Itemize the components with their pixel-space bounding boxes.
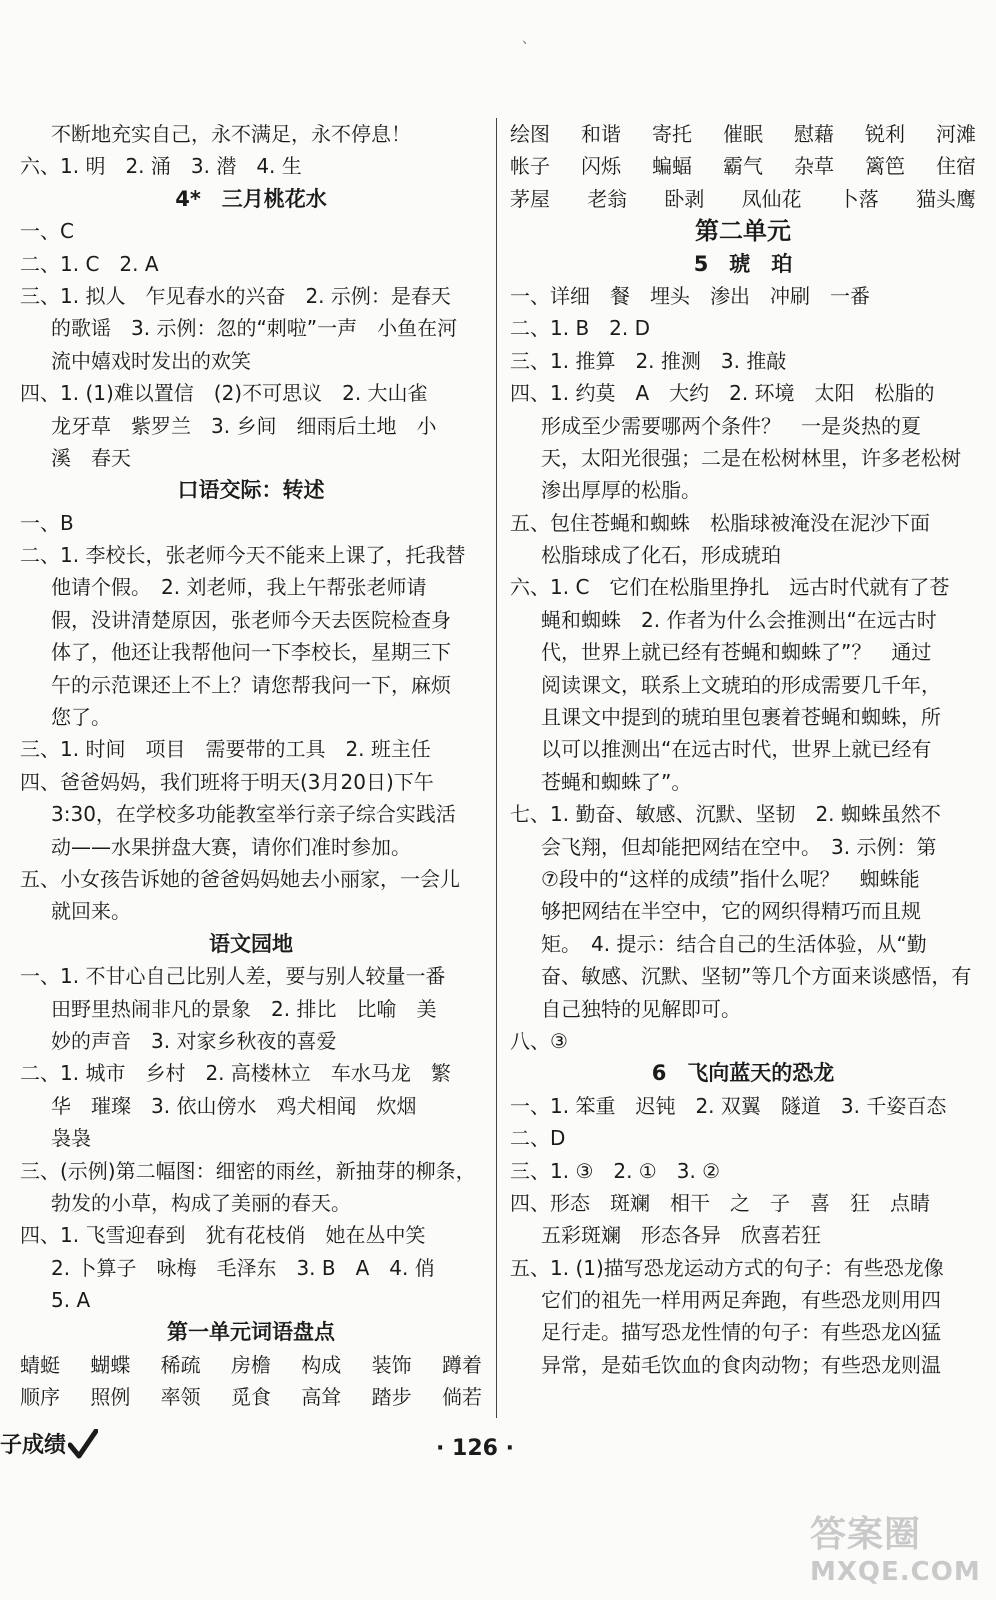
- section-heading: 6 飞向蓝天的恐龙: [651, 1061, 835, 1086]
- vocab-word: 猫头鹰: [915, 186, 976, 211]
- left-column: [20, 118, 482, 1414]
- vocab-word: 觅食: [230, 1385, 271, 1410]
- answer-line: 二、1. C 2. A: [20, 251, 159, 276]
- vocab-word: 照例: [90, 1385, 131, 1410]
- vocab-word: 房檐: [230, 1352, 271, 1377]
- brand-text: 子成绩: [0, 1433, 67, 1458]
- vocab-word: 老翁: [587, 186, 628, 211]
- answer-line: 四、1. (1)难以置信 (2)不可思议 2. 大山雀: [20, 381, 428, 406]
- answer-line: 矩。 4. 提示：结合自己的生活体验，从“勤: [541, 931, 927, 956]
- answer-line: 一、1. 不甘心自己比别人差，要与别人较量一番: [20, 964, 446, 989]
- answer-line: 三、1. 时间 项目 需要带的工具 2. 班主任: [20, 737, 431, 762]
- answer-line: 五、包住苍蝇和蜘蛛 松脂球被淹没在泥沙下面: [510, 510, 930, 535]
- vocab-word: 寄托: [652, 122, 692, 146]
- answer-line: 2. 卜算子 咏梅 毛泽东 3. B A 4. 俏: [51, 1255, 435, 1280]
- section-heading: 语文园地: [209, 931, 293, 956]
- vocab-word: 倘若: [441, 1385, 482, 1410]
- answer-line: 它们的祖先一样用两足奔跑，有些恐龙则用四: [541, 1288, 941, 1313]
- page-number: · 126 ·: [436, 1436, 514, 1461]
- section-heading: 4* 三月桃花水: [175, 186, 327, 211]
- answer-line: 一、B: [20, 510, 74, 535]
- vocab-word: 顺序: [20, 1385, 60, 1410]
- right-column: [510, 118, 976, 1381]
- vocab-word: 率领: [160, 1385, 201, 1410]
- answer-line: 蝇和蜘蛛 2. 作者为什么会推测出“在远古时: [541, 607, 937, 632]
- vocab-word: 帐子: [510, 154, 550, 179]
- answer-line: 自己独特的见解即可。: [541, 996, 741, 1021]
- answer-line: 五、小女孩告诉她的爸爸妈妈她去小丽家，一会儿: [20, 866, 460, 891]
- answer-line: 5. A: [51, 1288, 91, 1313]
- answer-line: 田野里热闹非凡的景象 2. 排比 比喻 美: [51, 996, 437, 1021]
- answer-line: 四、形态 斑斓 相干 之 子 喜 狂 点睛: [510, 1190, 930, 1215]
- answer-line: 就回来。: [51, 899, 131, 924]
- watermark-logo: [810, 1506, 981, 1587]
- vocab-word: 茅屋: [510, 186, 550, 211]
- answer-line: 奋、敏感、沉默、坚韧”等几个方面来谈感悟，有: [541, 964, 972, 989]
- answer-line: 八、③: [510, 1028, 568, 1053]
- answer-line: 七、1. 勤奋、敏感、沉默、坚韧 2. 蜘蛛虽然不: [510, 802, 941, 827]
- answer-line: 以可以推测出“在远古时代，世界上就已经有: [541, 737, 932, 762]
- top-mark: 、: [522, 31, 536, 47]
- vocab-word: 住宿: [936, 154, 976, 179]
- answer-line: 龙牙草 紫罗兰 3. 乡间 细雨后土地 小: [51, 413, 437, 438]
- answer-line: 勃发的小草，构成了美丽的春天。: [51, 1190, 351, 1215]
- answer-line: 三、(示例)第二幅图：细密的雨丝，新抽芽的柳条，: [20, 1158, 476, 1183]
- answer-line: 异常，是茹毛饮血的食肉动物；有些恐龙则温: [541, 1352, 941, 1377]
- answer-line: 五、1. (1)描写恐龙运动方式的句子：有些恐龙像: [510, 1255, 944, 1280]
- answer-line: 华 璀璨 3. 依山傍水 鸡犬相闻 炊烟: [51, 1093, 417, 1118]
- answer-line: 的歌谣 3. 示例：忽的“刺啦”一声 小鱼在河: [51, 316, 458, 341]
- answer-line: 假，没讲清楚原因，张老师今天去医院检查身: [51, 607, 451, 632]
- answer-line: 妙的声音 3. 对家乡秋夜的喜爱: [51, 1028, 337, 1053]
- answer-line: 四、1. 飞雪迎春到 犹有花枝俏 她在丛中笑: [20, 1223, 426, 1248]
- column-divider: [496, 118, 497, 1418]
- vocab-word: 装饰: [371, 1352, 412, 1377]
- vocab-word: 霸气: [723, 154, 763, 179]
- answer-line: 苍蝇和蜘蛛了”。: [541, 769, 692, 794]
- watermark-cn: 答案圈: [810, 1514, 922, 1555]
- answer-line: 流中嬉戏时发出的欢笑: [51, 348, 251, 373]
- answer-line: 三、1. ③ 2. ① 3. ②: [510, 1158, 721, 1183]
- answer-line: 3:30，在学校多功能教室举行亲子综合实践活: [51, 802, 456, 827]
- answer-line: 溪 春天: [51, 445, 131, 470]
- section-heading: 5 琥 珀: [693, 251, 793, 276]
- brand-logo: [0, 1428, 98, 1459]
- word-list-row: [510, 183, 976, 215]
- answer-line: 松脂球成了化石，形成琥珀: [541, 543, 781, 568]
- answer-line: 且课文中提到的琥珀里包裹着苍蝇和蜘蛛，所: [541, 705, 941, 730]
- vocab-word: 闪烁: [581, 154, 621, 179]
- answer-line: 会飞翔，但却能把网结在空中。 3. 示例：第: [541, 834, 937, 859]
- answer-line: 动——水果拼盘大赛，请你们准时参加。: [51, 834, 411, 859]
- word-list-row: [510, 118, 976, 150]
- answer-line: 六、1. 明 2. 涌 3. 潜 4. 生: [20, 154, 302, 179]
- section-heading: 口语交际：转述: [177, 478, 325, 503]
- answer-line: 五彩斑斓 形态各异 欣喜若狂: [541, 1223, 821, 1248]
- answer-line: 一、C: [20, 219, 74, 244]
- answer-line: 四、爸爸妈妈，我们班将于明天(3月20日)下午: [20, 769, 434, 794]
- vocab-word: 蝴蝶: [90, 1352, 131, 1377]
- answer-line: 午的示范课还上不上？请您帮我问一下，麻烦: [51, 672, 451, 697]
- answer-line: 代，世界上就已经有苍蝇和蜘蛛了”？ 通过: [541, 640, 932, 665]
- answer-line: 够把网结在半空中，它的网织得精巧而且规: [541, 899, 921, 924]
- vocab-word: 高耸: [301, 1385, 342, 1410]
- answer-line: 二、D: [510, 1126, 566, 1151]
- vocab-word: 凤仙花: [741, 186, 802, 211]
- answer-line: 一、1. 笨重 迟钝 2. 双翼 隧道 3. 千姿百态: [510, 1093, 947, 1118]
- watermark-en: MXQE.COM: [810, 1557, 981, 1587]
- vocab-word: 稀疏: [160, 1352, 201, 1377]
- answer-line: 二、1. 李校长，张老师今天不能来上课了，托我替: [20, 543, 466, 568]
- vocab-word: 蹲着: [441, 1352, 482, 1377]
- answer-line: 袅袅: [51, 1126, 91, 1151]
- word-list-row: [20, 1381, 482, 1413]
- vocab-word: 卜落: [838, 186, 879, 211]
- vocab-word: 卧剥: [664, 186, 705, 211]
- vocab-word: 和谐: [581, 122, 621, 146]
- answer-line: 三、1. 拟人 乍见春水的兴奋 2. 示例：是春天: [20, 283, 451, 308]
- vocab-word: 蝙蝠: [652, 154, 692, 179]
- vocab-word: 构成: [301, 1352, 342, 1377]
- vocab-word: 催眠: [723, 122, 763, 146]
- answer-line: 四、1. 约莫 A 大约 2. 环境 太阳 松脂的: [510, 381, 935, 406]
- section-heading: 第二单元: [695, 217, 791, 246]
- answer-line: 他请个假。 2. 刘老师，我上午帮张老师请: [51, 575, 427, 600]
- vocab-word: 杂草: [794, 154, 834, 179]
- answer-line: 形成至少需要哪两个条件？ 一是炎热的夏: [541, 413, 921, 438]
- checkmark-icon: [68, 1429, 98, 1459]
- answer-line: 二、1. B 2. D: [510, 316, 650, 341]
- vocab-word: 踏步: [371, 1385, 412, 1410]
- answer-line: 体了，他还让我帮他问一下李校长，星期三下: [51, 640, 451, 665]
- word-list-row: [510, 150, 976, 182]
- answer-line: 一、详细 餐 埋头 渗出 冲刷 一番: [510, 283, 870, 308]
- answer-line: 阅读课文，联系上文琥珀的形成需要几千年，: [541, 672, 941, 697]
- section-heading: 第一单元词语盘点: [167, 1320, 335, 1345]
- answer-line: 不断地充实自己，永不满足，永不停息！: [51, 122, 411, 146]
- vocab-word: 慰藉: [794, 122, 834, 146]
- answer-line: 六、1. C 它们在松脂里挣扎 远古时代就有了苍: [510, 575, 950, 600]
- answer-line: 渗出厚厚的松脂。: [541, 478, 701, 503]
- answer-line: 二、1. 城市 乡村 2. 高楼林立 车水马龙 繁: [20, 1061, 451, 1086]
- vocab-word: 锐利: [865, 122, 905, 146]
- vocab-word: 蜻蜓: [20, 1352, 60, 1377]
- vocab-word: 绘图: [510, 122, 550, 146]
- answer-line: 三、1. 推算 2. 推测 3. 推敲: [510, 348, 787, 373]
- answer-line: ⑦段中的“这样的成绩”指什么呢？ 蜘蛛能: [541, 866, 920, 891]
- answer-line: 天，太阳光很强；二是在松树林里，许多老松树: [541, 445, 961, 470]
- answer-line: 您了。: [51, 705, 111, 730]
- vocab-word: 河滩: [936, 122, 976, 146]
- answer-line: 足行走。描写恐龙性情的句子：有些恐龙凶猛: [541, 1320, 941, 1345]
- vocab-word: 篱笆: [865, 154, 905, 179]
- word-list-row: [20, 1349, 482, 1381]
